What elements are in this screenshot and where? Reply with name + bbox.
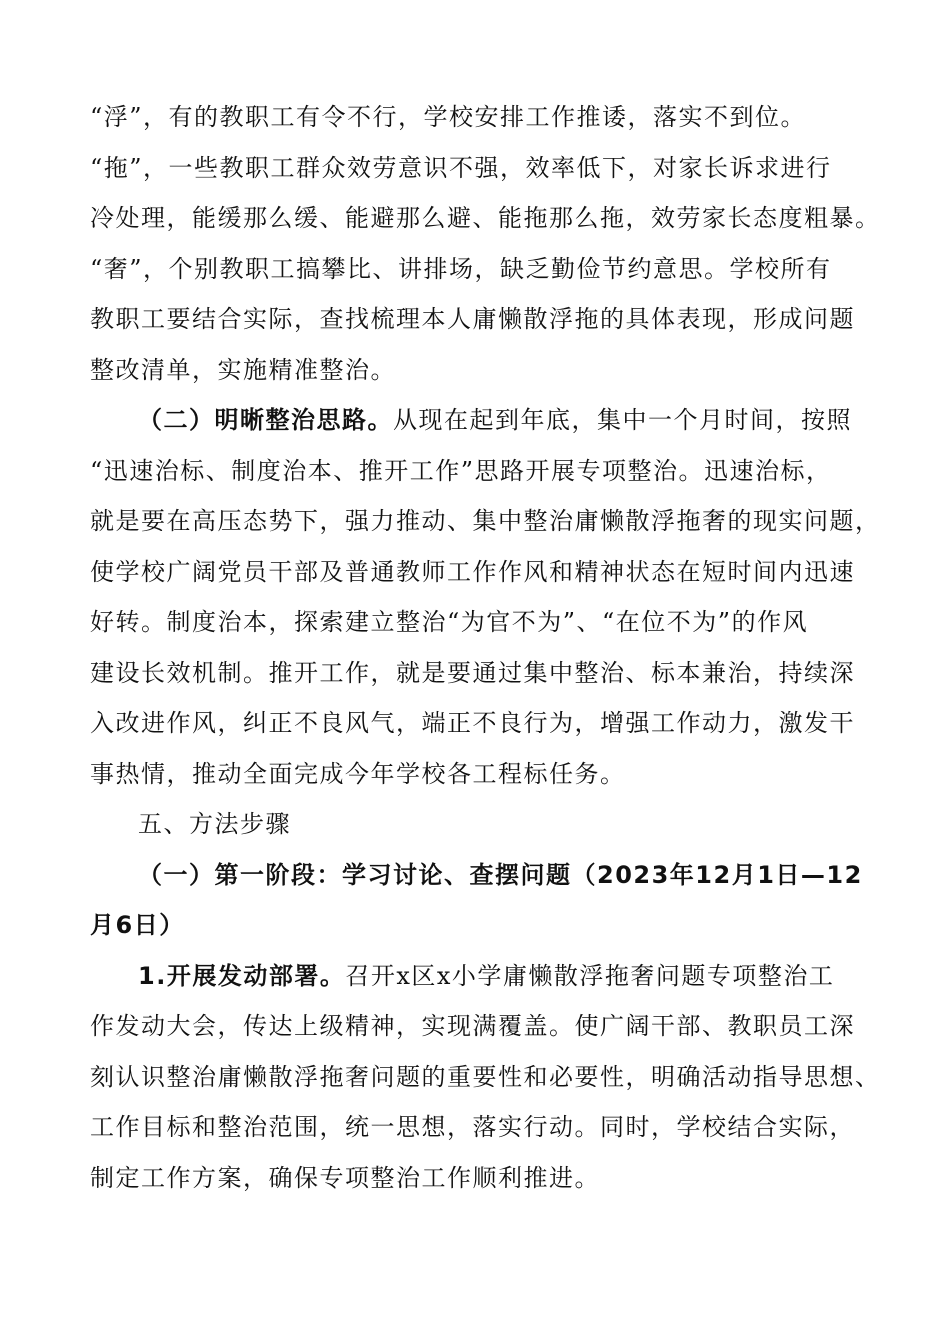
paragraph-line: 制定工作方案，确保专项整治工作顺利推进。 [90, 1163, 600, 1192]
paragraph-line: 使学校广阔党员干部及普通教师工作作风和精神状态在短时间内迅速 [90, 557, 855, 586]
paragraph-line: “浮”，有的教职工有令不行，学校安排工作推诿，落实不到位。 [90, 103, 807, 131]
paragraph-line: 工作目标和整治范围，统一思想，落实行动。同时，学校结合实际， [90, 1113, 855, 1141]
paragraph-line: 事热情，推动全面完成今年学校各工程标任务。 [90, 759, 626, 788]
stage-heading: （一）第一阶段：学习讨论、查摆问题（2023年12月1日—12 [138, 860, 863, 889]
paragraph-line: “迅速治标、制度治本、推开工作”思路开展专项整治。迅速治标， [90, 456, 832, 485]
paragraph-text: 召开x区x小学庸懒散浮拖奢问题专项整治工 [345, 961, 835, 990]
paragraph-line: 作发动大会，传达上级精神，实现满覆盖。使广阔干部、教职员工深 [90, 1012, 855, 1040]
stage-heading-continued: 月6日） [90, 911, 185, 939]
paragraph-line: 整改清单，实施精准整治。 [90, 355, 396, 384]
paragraph-line: “拖”，一些教职工群众效劳意识不强，效率低下，对家长诉求进行 [90, 153, 832, 182]
paragraph-line: 就是要在高压态势下，强力推动、集中整治庸懒散浮拖奢的现实问题， [90, 507, 881, 535]
paragraph-line: 好转。制度治本，探索建立整治“为官不为”、“在位不为”的作风 [90, 608, 809, 636]
paragraph-line [90, 395, 868, 446]
paragraph-line [90, 951, 868, 1002]
paragraph-line: 教职工要结合实际，查找梳理本人庸懒散浮拖的具体表现，形成问题 [90, 305, 855, 333]
paragraph-line: 建设长效机制。推开工作，就是要通过集中整治、标本兼治，持续深 [90, 658, 855, 687]
subheading-inline: 1.开展发动部署。 [138, 961, 346, 990]
paragraph-line: 入改进作风，纠正不良风气，端正不良行为，增强工作动力，激发干 [90, 709, 855, 737]
paragraph-line: “奢”，个别教职工搞攀比、讲排场，缺乏勤俭节约意思。学校所有 [90, 254, 832, 283]
subheading-inline: （二）明晰整治思路。 [138, 406, 393, 434]
paragraph-text: 从现在起到年底，集中一个月时间，按照 [393, 406, 852, 434]
section-heading: 五、方法步骤 [138, 810, 291, 838]
paragraph-line: 冷处理，能缓那么缓、能避那么避、能拖那么拖，效劳家长态度粗暴。 [90, 204, 881, 232]
paragraph-line: 刻认识整治庸懒散浮拖奢问题的重要性和必要性，明确活动指导思想、 [90, 1062, 881, 1091]
